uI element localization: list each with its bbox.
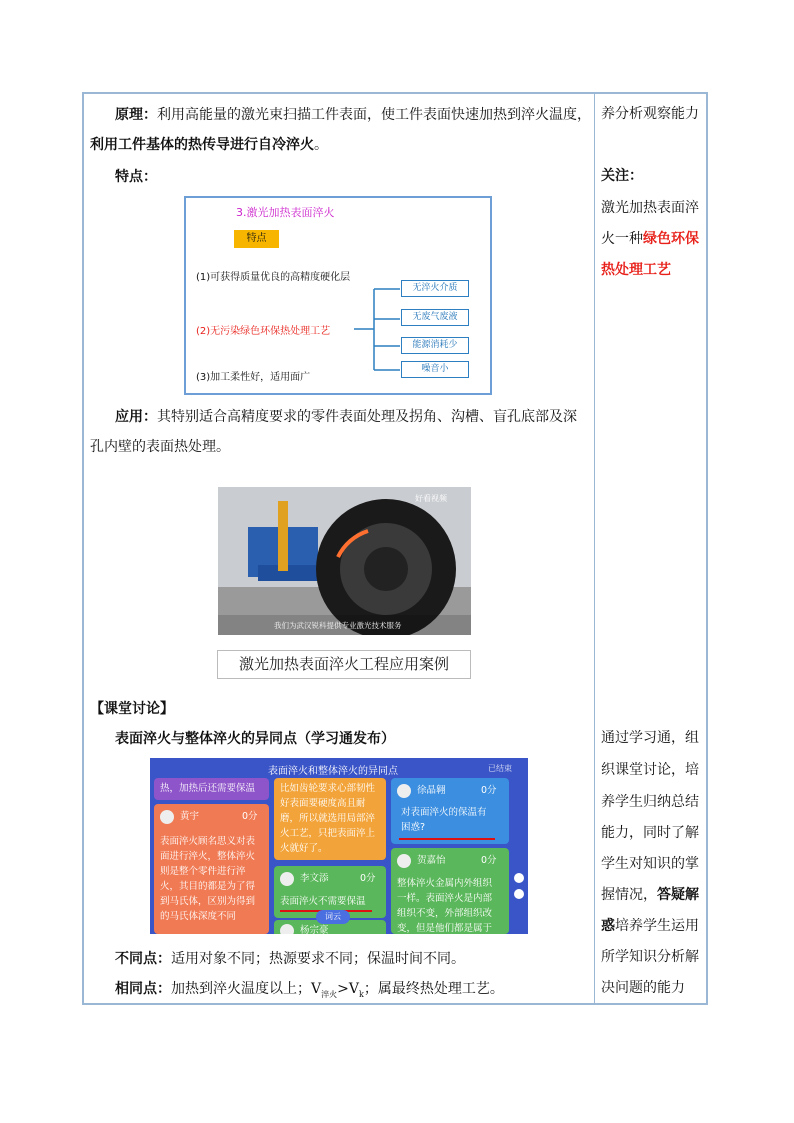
side-focus-line-3: 热处理工艺 [601, 262, 671, 278]
laser-machine-illustration [218, 487, 471, 635]
card5-score: 0分 [481, 855, 497, 866]
side-lower-line-3: 养学生归纳总结 [601, 794, 699, 810]
principle-end: 。 [314, 137, 328, 153]
feature-pill-1: 无淬火介质 [401, 280, 469, 297]
discussion-card-2 [274, 778, 386, 860]
side-lower-bold: 答疑解 [657, 887, 699, 903]
video-thumbnail[interactable] [218, 487, 471, 635]
discussion-card-4 [391, 778, 509, 844]
discussion-title: 表面淬火与整体淬火的异同点（学习通发布） [115, 731, 395, 747]
card5-name: 贺嘉怡 [417, 855, 446, 866]
application-text: 其特别适合高精度要求的零件表面处理及拐角、沟槽、盲孔底部及深 [157, 409, 577, 425]
similarity-gt: >V [337, 981, 359, 997]
feature-item-2: (2)无污染绿色环保热处理工艺 [196, 326, 331, 337]
difference-text: 适用对象不同；热源要求不同；保温时间不同。 [171, 951, 465, 967]
card4-text: 对表面淬火的保温有 困惑? [401, 807, 487, 833]
side-lower-bold-2: 惑 [601, 918, 615, 934]
scroll-up-control[interactable] [514, 873, 524, 883]
side-lower-line-4: 能力，同时了解 [601, 825, 699, 841]
side-lower-line-1: 通过学习通，组 [601, 730, 699, 746]
feature-pill-2: 无废气废液 [401, 309, 469, 326]
application-line-1 [115, 402, 577, 432]
side-lower-line-7 [601, 912, 699, 941]
card5-text: 整体淬火金属内外组织 一样。表面淬火是内部 组织不变，外部组织改 变，但是他们都是属于 [397, 878, 493, 934]
discussion-card-1 [154, 804, 269, 934]
application-line-2: 孔内壁的表面热处理。 [90, 439, 230, 455]
principle-bold-text: 利用工件基体的热传导进行自冷淬火 [90, 137, 314, 153]
similarity-sub-k: k [358, 989, 364, 999]
feature-pill-3: 能源消耗少 [401, 337, 469, 354]
discussion-screenshot-title: 表面淬火和整体淬火的异同点 [268, 766, 398, 777]
side-lower-line-6 [601, 881, 699, 910]
features-label: 特点： [115, 169, 157, 185]
avatar [280, 924, 294, 934]
principle-text: 利用高能量的激光束扫描工件表面，使工件表面快速加热到淬火温度， [157, 107, 591, 123]
discussion-screenshot [150, 758, 528, 934]
video-subtitle: 我们为武汉锐科提供专业激光技术服务 [274, 621, 402, 630]
video-watermark: 好看视频 [415, 494, 447, 503]
similarity-text: 加热到淬火温度以上；V [171, 981, 322, 997]
side-lower-plain: 握情况， [601, 887, 657, 903]
side-lower-line-9: 决问题的能力 [601, 980, 685, 996]
side-focus-line-1: 激光加热表面淬 [601, 200, 699, 216]
feature-diagram [184, 196, 492, 395]
discussion-card-top [154, 778, 269, 800]
scroll-down-control[interactable] [514, 889, 524, 899]
principle-line-2 [90, 130, 328, 160]
similarity-sub-quench: 淬火 [321, 989, 338, 999]
side-focus-plain: 火一种 [601, 231, 643, 247]
table-column-divider [594, 92, 595, 1005]
discussion-card-top-text: 热，加热后还需要保温 [160, 783, 256, 794]
application-label: 应用： [115, 409, 157, 425]
feature-item-1: (1)可获得质量优良的高精度硬化层 [196, 272, 351, 283]
wordcloud-button[interactable]: 词云 [316, 910, 350, 924]
discussion-status: 已结束 [488, 764, 512, 773]
card1-name: 黄宇 [180, 811, 200, 822]
card4-underline [399, 838, 495, 840]
side-lower-line-2: 织课堂讨论，培 [601, 762, 699, 778]
side-note-top: 养分析观察能力 [601, 106, 699, 122]
card3-name: 李文添 [300, 873, 329, 884]
card6-name: 杨宗豪 [300, 925, 329, 934]
feature-pill-4: 噪音小 [401, 361, 469, 378]
avatar [397, 784, 411, 798]
video-caption: 激光加热表面淬火工程应用案例 [217, 650, 471, 679]
feature-bracket [346, 278, 406, 378]
card3-text: 表面淬火不需要保温 [280, 896, 366, 907]
discussion-header: 【课堂讨论】 [90, 701, 174, 717]
feature-item-3: (3)加工柔性好，适用面广 [196, 372, 311, 383]
principle-label: 原理： [115, 107, 157, 123]
side-lower-line-5: 学生对知识的掌 [601, 856, 699, 872]
card1-text: 表面淬火顾名思义对表 面进行淬火，整体淬火 则是整个零件进行淬 火，其目的都是为了得 到马氏体，区别为得到 的马氏体深度不同 [160, 836, 256, 922]
side-lower-after: 培养学生运用 [615, 918, 699, 934]
side-focus-red: 绿色环保 [643, 231, 699, 247]
feature-tag: 特点 [234, 230, 279, 248]
feature-title: 3.激光加热表面淬火 [236, 206, 335, 219]
card4-score: 0分 [481, 785, 497, 796]
difference-label: 不同点： [115, 951, 171, 967]
card4-name: 徐晶翱 [417, 785, 446, 796]
avatar [160, 810, 174, 824]
difference-line [115, 944, 465, 974]
card1-score: 0分 [242, 811, 258, 822]
card2-text: 比如齿轮要求心部韧性 好表面要硬度高且耐 磨，所以就选用局部淬 火工艺，只把表面淬上 火就好了。 [280, 783, 376, 854]
card3-score: 0分 [360, 873, 376, 884]
discussion-screenshot-header [150, 758, 528, 778]
similarity-end: ；属最终热处理工艺。 [363, 981, 504, 997]
similarity-line [115, 974, 504, 1010]
principle-line-1 [115, 100, 591, 130]
side-focus-line-2 [601, 225, 699, 254]
side-lower-line-8: 所学知识分析解 [601, 949, 699, 965]
side-focus-label: 关注： [601, 168, 643, 184]
similarity-label: 相同点： [115, 981, 171, 997]
discussion-card-5 [391, 848, 509, 934]
avatar [397, 854, 411, 868]
avatar [280, 872, 294, 886]
